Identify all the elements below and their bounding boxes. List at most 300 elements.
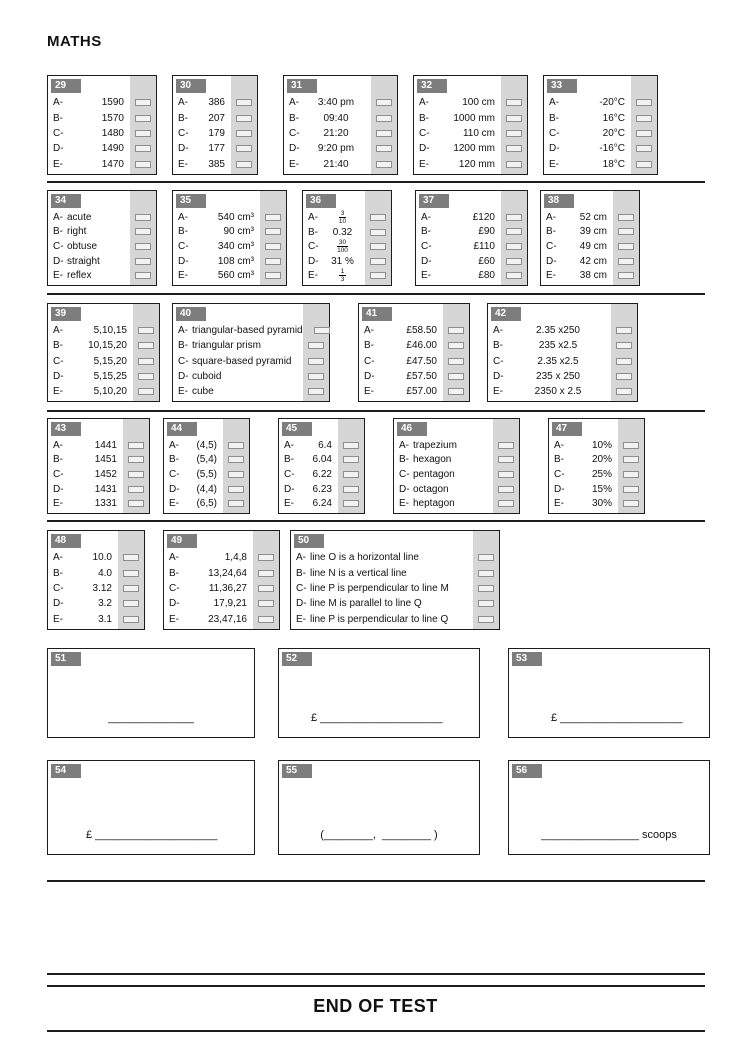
answer-cell[interactable] xyxy=(343,471,359,478)
option-row xyxy=(359,353,469,368)
fraction-numerator: 30 xyxy=(338,239,347,246)
answer-cell-slot xyxy=(338,486,364,493)
option-row xyxy=(48,210,156,225)
option-letter: A- xyxy=(296,552,306,564)
answer-cell[interactable] xyxy=(308,358,324,365)
answer-cell[interactable] xyxy=(506,258,522,265)
answer-cell[interactable] xyxy=(135,258,151,265)
answer-cell[interactable] xyxy=(370,229,386,236)
answer-cell-slot xyxy=(133,358,159,365)
option-letter: E- xyxy=(53,498,63,510)
option-row xyxy=(279,453,364,468)
option-row xyxy=(414,110,527,125)
option-row xyxy=(173,110,257,125)
answer-cell[interactable] xyxy=(308,373,324,380)
answer-cell-slot xyxy=(133,327,159,334)
answer-cell[interactable] xyxy=(258,600,274,607)
option-value: 5,10,20 xyxy=(93,385,127,397)
option-row xyxy=(173,95,257,110)
answer-cell[interactable] xyxy=(498,456,514,463)
option-letter: B- xyxy=(289,112,299,124)
option-value: 120 mm xyxy=(458,158,495,170)
answer-cell[interactable] xyxy=(265,228,281,235)
answer-cell-slot xyxy=(260,272,286,279)
option-letter: E- xyxy=(308,270,318,281)
option-letter: A- xyxy=(546,211,556,223)
write-in-answer-line[interactable]: £ ____________________ xyxy=(311,712,443,724)
answer-cell[interactable] xyxy=(623,500,639,507)
answer-cell-slot xyxy=(611,388,637,395)
answer-cell[interactable] xyxy=(623,456,639,463)
answer-cell[interactable] xyxy=(236,145,252,152)
answer-cell[interactable] xyxy=(506,115,522,122)
answer-cell[interactable] xyxy=(623,486,639,493)
answer-cell[interactable] xyxy=(258,554,274,561)
answer-cell[interactable] xyxy=(376,130,392,137)
answer-cell[interactable] xyxy=(506,243,522,250)
option-row xyxy=(173,126,257,141)
options-list xyxy=(544,95,657,172)
option-value: 386 xyxy=(208,97,225,109)
option-row xyxy=(48,596,144,611)
answer-cell[interactable] xyxy=(123,616,139,623)
option-row xyxy=(173,157,257,172)
answer-cell[interactable] xyxy=(138,388,154,395)
answer-cell-slot xyxy=(231,99,257,106)
option-value: 42 cm xyxy=(579,255,607,267)
option-row xyxy=(48,239,156,254)
option-letter: E- xyxy=(178,270,188,282)
answer-cell[interactable] xyxy=(376,145,392,152)
option-value: £110 xyxy=(473,240,495,252)
option-letter: B- xyxy=(364,340,374,352)
answer-cell[interactable] xyxy=(618,243,634,250)
answer-cell[interactable] xyxy=(448,342,464,349)
answer-cell[interactable] xyxy=(636,145,652,152)
option-value: 2.35 x250 xyxy=(536,325,580,337)
question-box-39 xyxy=(47,303,160,402)
question-box-32 xyxy=(413,75,528,175)
answer-cell[interactable] xyxy=(236,130,252,137)
options-list xyxy=(48,95,156,172)
answer-cell[interactable] xyxy=(228,456,244,463)
option-row xyxy=(541,254,639,269)
answer-cell[interactable] xyxy=(123,554,139,561)
option-row xyxy=(284,95,397,110)
options-list xyxy=(48,323,159,399)
option-value: line P is perpendicular to line Q xyxy=(310,613,449,625)
answer-cell[interactable] xyxy=(616,358,632,365)
answer-cell[interactable] xyxy=(135,272,151,279)
answer-cell-slot xyxy=(231,161,257,168)
option-value: 540 cm³ xyxy=(217,211,254,223)
answer-cell[interactable] xyxy=(343,500,359,507)
option-value: right xyxy=(67,226,87,238)
answer-cell[interactable] xyxy=(128,442,144,449)
option-value: 9:20 pm xyxy=(317,143,355,155)
fraction-denominator: 100 xyxy=(337,247,348,254)
answer-cell[interactable] xyxy=(506,161,522,168)
option-row xyxy=(303,210,391,225)
options-list xyxy=(359,323,469,399)
answer-cell-slot xyxy=(501,228,527,235)
answer-cell[interactable] xyxy=(258,570,274,577)
answer-cell[interactable] xyxy=(376,99,392,106)
option-value: 6.24 xyxy=(312,498,332,510)
answer-cell[interactable] xyxy=(135,115,151,122)
answer-cell[interactable] xyxy=(138,327,154,334)
option-letter: A- xyxy=(53,552,63,564)
option-value: 1331 xyxy=(94,498,117,510)
answer-cell[interactable] xyxy=(478,570,494,577)
option-value: trapezium xyxy=(413,439,457,451)
option-letter: D- xyxy=(421,255,432,267)
answer-cell-slot xyxy=(303,358,329,365)
answer-cell[interactable] xyxy=(370,214,386,221)
option-value: 179 xyxy=(208,128,225,140)
answer-cell[interactable] xyxy=(228,500,244,507)
option-letter: D- xyxy=(419,143,430,155)
answer-cell[interactable] xyxy=(265,272,281,279)
option-row xyxy=(394,496,519,511)
separator-line xyxy=(47,520,705,522)
option-value: 207 xyxy=(208,112,225,124)
answer-cell[interactable] xyxy=(636,99,652,106)
answer-cell[interactable] xyxy=(618,272,634,279)
option-letter: A- xyxy=(364,325,374,337)
write-in-box-51 xyxy=(47,648,255,738)
answer-cell[interactable] xyxy=(616,373,632,380)
question-box-47 xyxy=(548,418,645,514)
answer-cell[interactable] xyxy=(138,373,154,380)
option-row xyxy=(164,550,279,565)
answer-cell-slot xyxy=(223,456,249,463)
options-list xyxy=(173,210,286,283)
write-in-box-54 xyxy=(47,760,255,855)
write-in-answer-line[interactable]: (________, ________ ) xyxy=(320,829,438,841)
option-letter: A- xyxy=(549,97,559,109)
option-row xyxy=(48,496,149,511)
option-value: 3.1 xyxy=(98,613,112,625)
answer-cell[interactable] xyxy=(314,327,330,334)
answer-cell[interactable] xyxy=(506,272,522,279)
answer-cell-slot xyxy=(613,214,639,221)
question-box-41 xyxy=(358,303,470,402)
answer-cell-slot xyxy=(501,243,527,250)
answer-cell[interactable] xyxy=(123,600,139,607)
option-row xyxy=(541,268,639,283)
option-row xyxy=(394,453,519,468)
option-value: 49 cm xyxy=(579,240,607,252)
answer-cell[interactable] xyxy=(618,258,634,265)
answer-cell[interactable] xyxy=(636,115,652,122)
options-list xyxy=(416,210,527,283)
answer-cell-slot xyxy=(618,471,644,478)
answer-cell-slot xyxy=(123,486,149,493)
option-letter: D- xyxy=(399,483,410,495)
option-letter: E- xyxy=(169,498,179,510)
option-letter: E- xyxy=(421,270,431,282)
option-letter: C- xyxy=(308,241,319,252)
options-list xyxy=(541,210,639,283)
answer-cell[interactable] xyxy=(498,442,514,449)
answer-cell[interactable] xyxy=(623,442,639,449)
write-in-answer-line[interactable]: £ ____________________ xyxy=(86,829,218,841)
answer-cell[interactable] xyxy=(135,145,151,152)
answer-cell[interactable] xyxy=(636,161,652,168)
option-value: 10.0 xyxy=(92,552,112,564)
answer-cell[interactable] xyxy=(478,600,494,607)
answer-cell[interactable] xyxy=(308,342,324,349)
option-row xyxy=(48,338,159,353)
answer-cell[interactable] xyxy=(265,243,281,250)
answer-cell-slot xyxy=(618,456,644,463)
answer-cell-slot xyxy=(493,442,519,449)
option-value: 38 cm xyxy=(579,270,607,282)
option-letter: C- xyxy=(178,355,189,367)
answer-cell-slot xyxy=(231,130,257,137)
answer-cell-slot xyxy=(303,388,329,395)
option-row xyxy=(544,141,657,156)
answer-cell[interactable] xyxy=(135,161,151,168)
option-letter: D- xyxy=(53,483,64,495)
answer-cell[interactable] xyxy=(636,130,652,137)
answer-cell[interactable] xyxy=(265,214,281,221)
answer-cell-slot xyxy=(631,115,657,122)
option-value: 1431 xyxy=(94,483,117,495)
option-letter: C- xyxy=(53,128,64,140)
option-row xyxy=(48,268,156,283)
answer-cell[interactable] xyxy=(258,616,274,623)
answer-cell[interactable] xyxy=(135,228,151,235)
answer-cell[interactable] xyxy=(506,145,522,152)
answer-cell[interactable] xyxy=(343,456,359,463)
answer-cell[interactable] xyxy=(236,161,252,168)
option-value: octagon xyxy=(413,483,449,495)
answer-cell-slot xyxy=(253,616,279,623)
option-value: 21:20 xyxy=(323,128,349,140)
answer-cell[interactable] xyxy=(135,214,151,221)
option-value xyxy=(321,268,365,283)
answer-cell[interactable] xyxy=(228,486,244,493)
answer-cell-slot xyxy=(365,214,391,221)
answer-cell[interactable] xyxy=(135,99,151,106)
option-letter: E- xyxy=(169,613,179,625)
answer-cell[interactable] xyxy=(123,585,139,592)
answer-cell-slot xyxy=(118,554,144,561)
answer-cell[interactable] xyxy=(506,228,522,235)
answer-cell[interactable] xyxy=(236,99,252,106)
option-letter: A- xyxy=(53,439,63,451)
answer-cell[interactable] xyxy=(616,388,632,395)
option-letter: A- xyxy=(169,439,179,451)
write-in-answer-line[interactable]: £ ____________________ xyxy=(551,712,683,724)
question-box-44 xyxy=(163,418,250,514)
option-row xyxy=(416,254,527,269)
option-letter: C- xyxy=(493,355,504,367)
option-letter: D- xyxy=(53,143,64,155)
question-number-tab: 33 xyxy=(547,79,577,93)
answer-cell[interactable] xyxy=(138,358,154,365)
answer-cell[interactable] xyxy=(506,214,522,221)
answer-cell[interactable] xyxy=(308,388,324,395)
write-in-answer-line[interactable]: ________________ scoops xyxy=(541,829,677,841)
answer-cell-slot xyxy=(618,500,644,507)
question-number-tab: 29 xyxy=(51,79,81,93)
answer-cell[interactable] xyxy=(616,327,632,334)
answer-cell[interactable] xyxy=(618,214,634,221)
option-row xyxy=(48,323,159,338)
option-value: 385 xyxy=(208,158,225,170)
answer-cell-slot xyxy=(613,228,639,235)
answer-cell[interactable] xyxy=(506,130,522,137)
option-value: 108 cm³ xyxy=(217,255,254,267)
answer-cell[interactable] xyxy=(138,342,154,349)
answer-cell[interactable] xyxy=(506,99,522,106)
answer-cell-slot xyxy=(365,229,391,236)
answer-cell[interactable] xyxy=(343,486,359,493)
option-letter: A- xyxy=(308,212,318,223)
option-letter: A- xyxy=(53,325,63,337)
answer-cell-slot xyxy=(223,500,249,507)
answer-cell[interactable] xyxy=(135,243,151,250)
option-row xyxy=(48,384,159,399)
answer-cell[interactable] xyxy=(343,442,359,449)
option-value: 1470 xyxy=(101,158,124,170)
answer-cell[interactable] xyxy=(135,130,151,137)
option-row xyxy=(173,384,329,399)
option-value: line M is parallel to line Q xyxy=(310,598,422,610)
separator-line xyxy=(47,985,705,987)
answer-cell-slot xyxy=(631,161,657,168)
write-in-box-55 xyxy=(278,760,480,855)
option-row xyxy=(48,157,156,172)
answer-cell-slot xyxy=(130,243,156,250)
option-row xyxy=(164,565,279,580)
question-number-tab: 55 xyxy=(282,764,312,778)
write-in-answer-line[interactable]: ______________ xyxy=(108,712,194,724)
question-number-tab: 36 xyxy=(306,194,336,208)
answer-cell[interactable] xyxy=(376,115,392,122)
option-letter: E- xyxy=(53,613,63,625)
answer-cell[interactable] xyxy=(448,388,464,395)
answer-cell[interactable] xyxy=(478,616,494,623)
options-list xyxy=(164,438,249,511)
question-box-31 xyxy=(283,75,398,175)
answer-cell-slot xyxy=(223,471,249,478)
answer-cell[interactable] xyxy=(478,554,494,561)
option-row xyxy=(303,239,391,254)
answer-cell[interactable] xyxy=(228,471,244,478)
options-list xyxy=(48,210,156,283)
option-row xyxy=(48,353,159,368)
end-of-test-label: END OF TEST xyxy=(313,996,438,1016)
question-box-30 xyxy=(172,75,258,175)
options-list xyxy=(414,95,527,172)
answer-cell[interactable] xyxy=(128,456,144,463)
options-list xyxy=(173,95,257,172)
options-list xyxy=(549,438,644,511)
answer-cell[interactable] xyxy=(498,471,514,478)
answer-cell[interactable] xyxy=(448,373,464,380)
option-value: cube xyxy=(192,385,214,397)
answer-cell[interactable] xyxy=(370,243,386,250)
answer-cell[interactable] xyxy=(618,228,634,235)
option-value: 560 cm³ xyxy=(217,270,254,282)
answer-cell-slot xyxy=(365,258,391,265)
answer-cell-slot xyxy=(501,161,527,168)
option-letter: E- xyxy=(549,158,559,170)
option-row xyxy=(359,384,469,399)
option-row xyxy=(488,338,637,353)
option-letter: C- xyxy=(53,240,64,252)
answer-cell[interactable] xyxy=(258,585,274,592)
answer-cell-slot xyxy=(473,585,499,592)
question-box-48 xyxy=(47,530,145,630)
option-row xyxy=(488,353,637,368)
option-letter: A- xyxy=(178,211,188,223)
answer-cell[interactable] xyxy=(498,500,514,507)
answer-cell[interactable] xyxy=(236,115,252,122)
question-box-50 xyxy=(290,530,500,630)
option-row xyxy=(416,225,527,240)
answer-cell[interactable] xyxy=(616,342,632,349)
option-value: 1451 xyxy=(94,454,117,466)
answer-cell-slot xyxy=(631,145,657,152)
answer-cell-slot xyxy=(501,272,527,279)
option-letter: C- xyxy=(296,583,307,595)
answer-cell[interactable] xyxy=(128,500,144,507)
answer-cell[interactable] xyxy=(623,471,639,478)
answer-cell[interactable] xyxy=(228,442,244,449)
write-in-box-52 xyxy=(278,648,480,738)
answer-cell[interactable] xyxy=(498,486,514,493)
answer-cell[interactable] xyxy=(376,161,392,168)
question-number-tab: 38 xyxy=(544,194,574,208)
answer-cell[interactable] xyxy=(128,471,144,478)
option-value: (5,4) xyxy=(196,454,217,466)
answer-cell-slot xyxy=(133,388,159,395)
option-letter: C- xyxy=(169,583,180,595)
answer-cell[interactable] xyxy=(448,358,464,365)
option-letter: A- xyxy=(421,211,431,223)
option-value: 52 cm xyxy=(579,211,607,223)
option-value: 30% xyxy=(591,498,612,510)
option-letter: B- xyxy=(399,454,409,466)
answer-cell-slot xyxy=(473,600,499,607)
answer-cell[interactable] xyxy=(123,570,139,577)
option-letter: D- xyxy=(178,143,189,155)
option-value: 0.32 xyxy=(332,226,353,238)
option-row xyxy=(48,126,156,141)
answer-cell[interactable] xyxy=(370,272,386,279)
option-row xyxy=(164,467,249,482)
answer-cell-slot xyxy=(338,442,364,449)
answer-cell[interactable] xyxy=(265,258,281,265)
option-row xyxy=(291,581,499,596)
answer-cell[interactable] xyxy=(128,486,144,493)
option-row xyxy=(541,210,639,225)
option-value: 1452 xyxy=(94,468,117,480)
option-letter: D- xyxy=(296,598,307,610)
answer-cell[interactable] xyxy=(448,327,464,334)
option-letter: B- xyxy=(178,112,188,124)
option-value: £90 xyxy=(478,226,495,238)
option-value: 39 cm xyxy=(579,226,607,238)
answer-cell[interactable] xyxy=(370,258,386,265)
question-box-43 xyxy=(47,418,150,514)
answer-cell[interactable] xyxy=(478,585,494,592)
